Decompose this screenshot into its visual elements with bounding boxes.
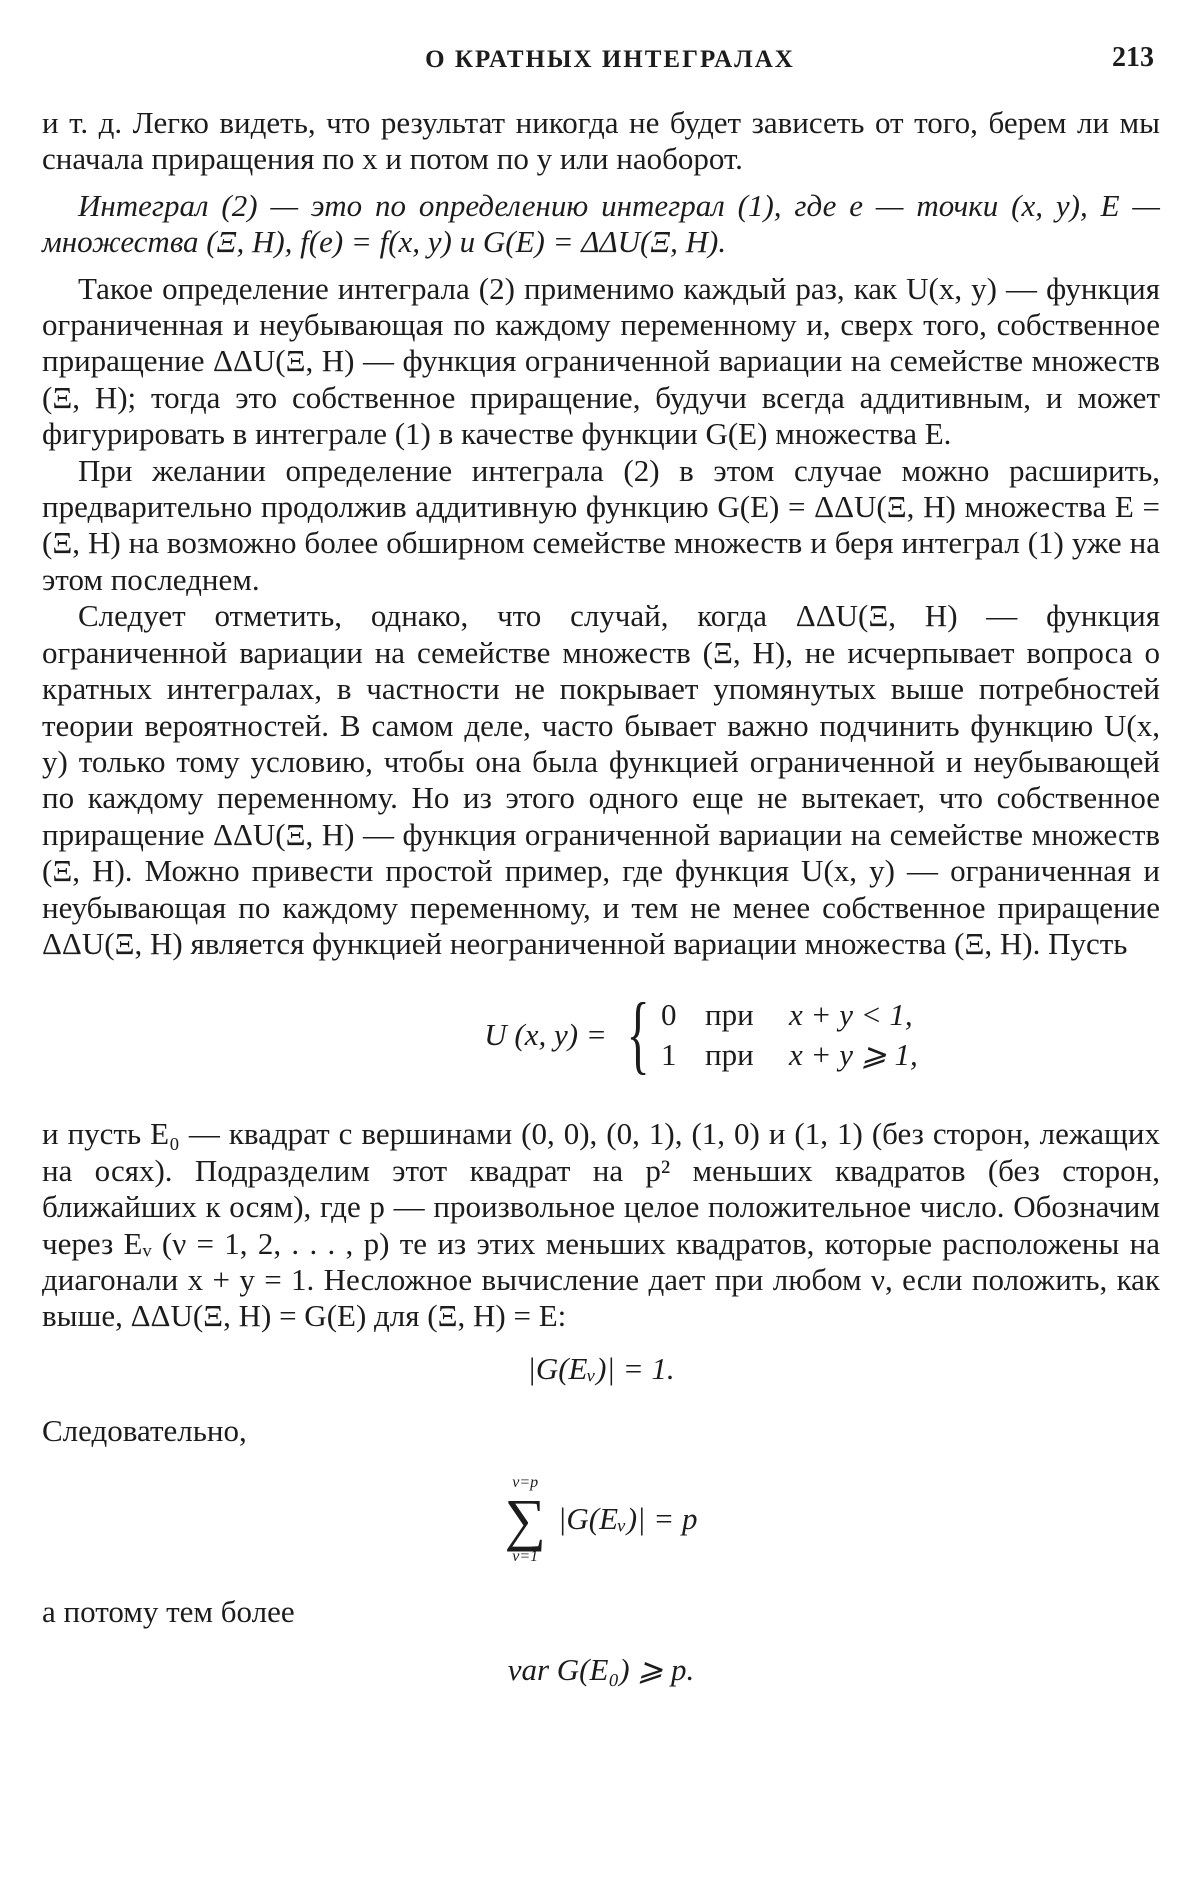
formula-modulus-block (42, 1351, 1160, 1387)
sum-lower-limit: ν=1 (512, 1547, 539, 1565)
case-condition: x + y < 1, (789, 997, 913, 1033)
case-row-first (661, 995, 918, 1035)
page-number: 213 (1112, 42, 1154, 73)
paragraph-square-subdivision: и пусть E₀ — квадрат с вершинами (0, 0), (0, 1), (1, 0) и (1, 1) (без сторон, лежащих на осях). Подразделим этот квадрат на p² меньших квадратов (без сторон, ближайших к осям), где p — произвольное целое положительное число. Обозначим через Eᵥ (ν = 1, 2, . . . , p) те из этих меньших квадратов, которые расположены на диагонали x + y = 1. Несложное вычисление дает при любом ν, если положить, как выше, ΔΔU(Ξ, Η) = G(E) для (Ξ, Η) = E: (42, 1116, 1160, 1334)
sum-body: |G(Eᵥ)| = p (557, 1501, 698, 1537)
case-word: при (705, 997, 754, 1033)
formula-modulus: |G(Eᵥ)| = 1. (527, 1350, 675, 1386)
brace-symbol: { (626, 986, 650, 1084)
formula-variation: var G(E₀) ⩾ p. (507, 1652, 695, 1687)
formula-lhs: U (x, y) = (484, 1017, 607, 1053)
paragraph-definition-applicability: Такое определение интеграла (2) применимо каждый раз, как U(x, y) — функция ограниченная и неубывающая по каждому переменному и, сверх того, собственное приращение ΔΔU(Ξ, Η) — функция ограниченной вариации на семействе множеств (Ξ, Η); тогда это собственное приращение, будучи всегда аддитивным, и может фигурировать в интеграле (1) в качестве функции G(E) множества E. (42, 270, 1160, 452)
sigma-wrap (505, 1474, 546, 1566)
paragraph-therefore: а потому тем более (42, 1593, 295, 1629)
formula-variation-block (42, 1652, 1160, 1688)
case-row-second (661, 1035, 918, 1075)
case-value: 1 (661, 1037, 677, 1073)
formula-sum (42, 1474, 1160, 1566)
paragraph-counterexample: Следует отметить, однако, что случай, когда ΔΔU(Ξ, Η) — функция ограниченной вариации на семействе множеств (Ξ, Η), не исчерпывает вопроса о кратных интегралах, в частности не покрывает упомянутых выше потребностей теории вероятностей. В самом деле, часто бывает важно подчинить функцию U(x, y) только тому условию, чтобы она была функцией ограниченной и неубывающей по каждому переменному. Но из этого одного еще не вытекает, что собственное приращение ΔΔU(Ξ, Η) — функция ограниченной вариации на семействе множеств (Ξ, Η). Можно привести простой пример, где функция U(x, y) — ограниченная и неубывающая по каждому переменному, и тем не менее собственное приращение ΔΔU(Ξ, Η) является функцией неограниченной вариации множества (Ξ, Η). Пусть (42, 598, 1160, 961)
paragraph-consequently: Следовательно, (42, 1413, 247, 1449)
sum-upper-limit: ν=p (512, 1473, 539, 1491)
formula-piecewise (242, 986, 1160, 1084)
case-condition: x + y ⩾ 1, (789, 1037, 918, 1073)
paragraph-extension: При желании определение интеграла (2) в этом случае можно расширить, предварительно продолжив аддитивную функцию G(E) = ΔΔU(Ξ, Η) множества E = (Ξ, Η) на возможно более обширном семействе множеств и беря интеграл (1) уже на этом последнем. (42, 452, 1160, 597)
theorem-statement: Интеграл (2) — это по определению интеграл (1), где e — точки (x, y), E — множества (Ξ, Η), f(e) = f(x, y) и G(E) = ΔΔU(Ξ, Η). (42, 187, 1160, 260)
running-head: О КРАТНЫХ ИНТЕГРАЛАХ (425, 46, 795, 73)
main-text (42, 105, 1160, 1688)
page-header (60, 40, 1160, 80)
case-rows (661, 995, 918, 1075)
case-word: при (705, 1037, 754, 1073)
case-value: 0 (661, 997, 677, 1033)
sigma-symbol: ∑ (504, 1486, 546, 1552)
paragraph-continuation: и т. д. Легко видеть, что результат никогда не будет зависеть от того, берем ли мы сначала приращения по x и потом по y или наоборот. (42, 105, 1160, 177)
